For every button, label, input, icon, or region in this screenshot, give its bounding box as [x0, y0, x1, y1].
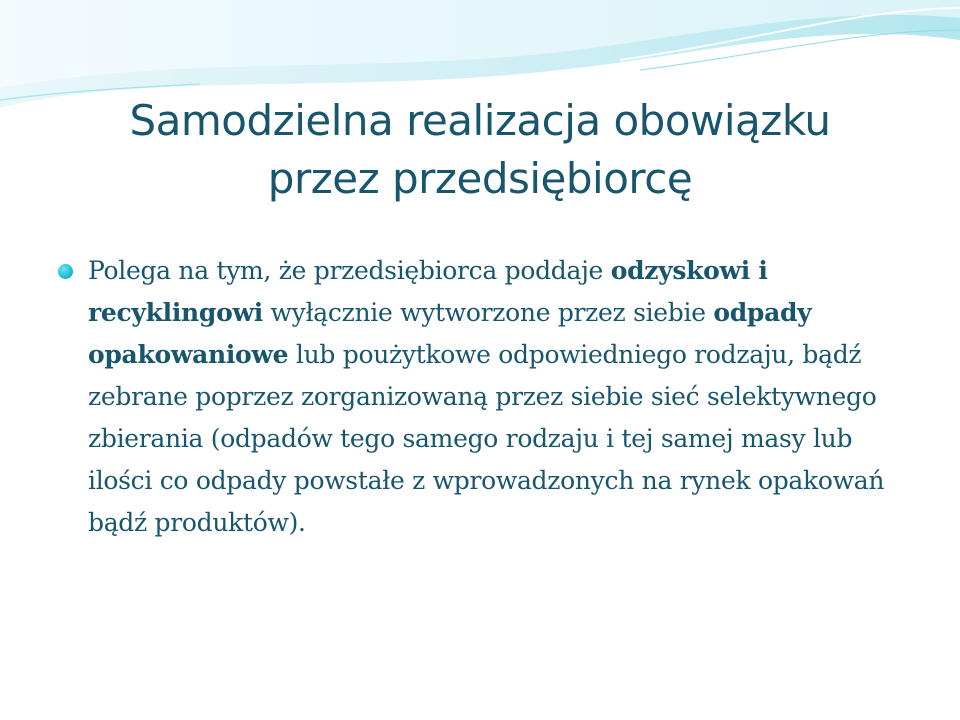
- slide-content: [58, 250, 918, 544]
- bullet-text-part-3: lub poużytkowe odpowiedniego rodzaju, bądź zebrane poprzez zorganizowaną przez siebie sieć selektywnego zbierania (odpadów tego samego rodzaju i tej samej masy lub ilości co odpady powstałe z wprowadzonych na rynek opakowań bądź produktów).: [88, 340, 885, 537]
- bullet-text: [88, 250, 918, 544]
- title-line-1: Samodzielna realizacja obowiązku: [129, 96, 831, 145]
- bullet-bold-packaging-waste: odpady opakowaniowe: [88, 298, 812, 369]
- slide-title: [40, 92, 920, 208]
- bullet-dot-icon: [58, 264, 73, 279]
- bullet-text-part-1: Polega na tym, że przedsiębiorca poddaje: [88, 256, 611, 285]
- bullet-bold-recycling: odzyskowi i recyklingowi: [88, 256, 768, 327]
- title-line-2: przez przedsiębiorcę: [267, 154, 693, 203]
- bullet-text-part-2: wyłącznie wytworzone przez siebie: [262, 298, 714, 327]
- bullet-item: [58, 250, 918, 544]
